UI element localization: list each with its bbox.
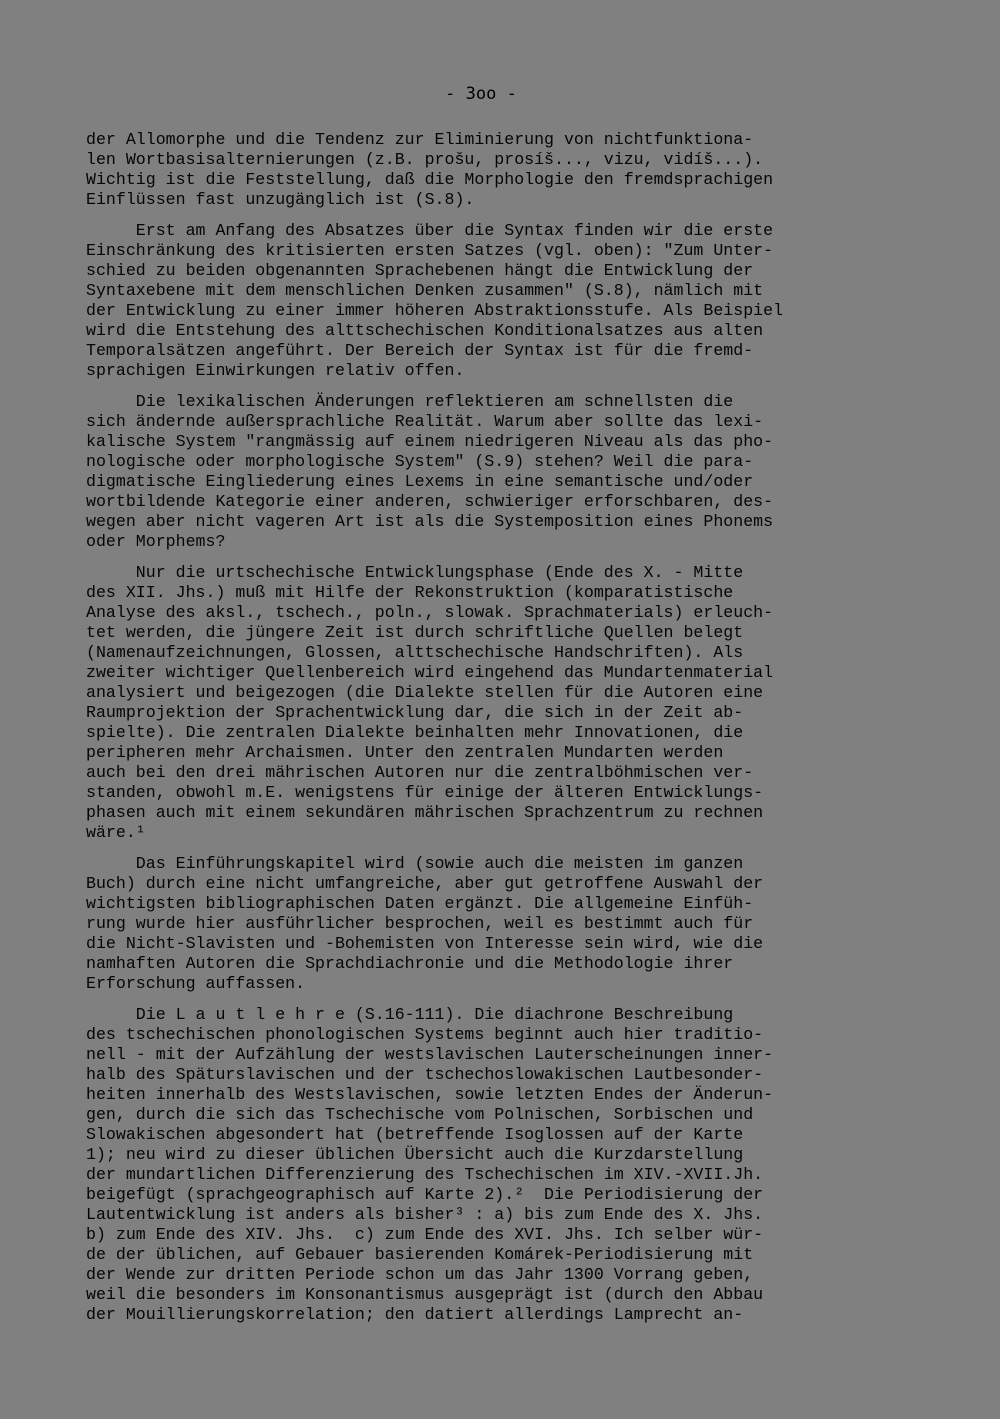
text-line: wortbildende Kategorie einer anderen, schwieriger erforschbaren, des- bbox=[86, 492, 774, 511]
paragraph bbox=[86, 854, 918, 994]
text-line: gen, durch die sich das Tschechische vom Polnischen, Sorbischen und bbox=[86, 1105, 754, 1124]
paragraph bbox=[86, 1005, 918, 1325]
text-line: Einschränkung des kritisierten ersten Satzes (vgl. oben): "Zum Unter- bbox=[86, 241, 774, 260]
text-line: Syntaxebene mit dem menschlichen Denken zusammen" (S.8), nämlich mit bbox=[86, 281, 764, 300]
text-line: digmatische Eingliederung eines Lexems in eine semantische und/oder bbox=[86, 472, 754, 491]
text-line: nologische oder morphologische System" (S.9) stehen? Weil die para- bbox=[86, 452, 754, 471]
text-line: der Mouillierungskorrelation; den datiert allerdings Lamprecht an- bbox=[86, 1305, 744, 1324]
text-line: (Namenaufzeichnungen, Glossen, alttschechische Handschriften). Als bbox=[86, 643, 744, 662]
text-line: Slowakischen abgesondert hat (betreffende Isoglossen auf der Karte bbox=[86, 1125, 744, 1144]
text-line: Erst am Anfang des Absatzes über die Syntax finden wir die erste bbox=[86, 221, 774, 240]
paragraph bbox=[86, 392, 918, 552]
text-line: Die L a u t l e h r e (S.16-111). Die diachrone Beschreibung bbox=[86, 1005, 734, 1024]
paragraph-gap bbox=[86, 843, 918, 854]
text-line: die Nicht-Slavisten und -Bohemisten von Interesse sein wird, wie die bbox=[86, 934, 764, 953]
text-line: nell - mit der Aufzählung der westslavischen Lauterscheinungen inner- bbox=[86, 1045, 774, 1064]
text-line: Nur die urtschechische Entwicklungsphase (Ende des X. - Mitte bbox=[86, 563, 744, 582]
page-number: - 3oo - bbox=[445, 84, 517, 104]
text-line: kalische System "rangmässig auf einem niedrigeren Niveau als das pho- bbox=[86, 432, 774, 451]
text-line: Lautentwicklung ist anders als bisher³ : a) bis zum Ende des X. Jhs. bbox=[86, 1205, 764, 1224]
text-line: heiten innerhalb des Westslavischen, sowie letzten Endes der Änderun- bbox=[86, 1085, 774, 1104]
text-line: analysiert und beigezogen (die Dialekte stellen für die Autoren eine bbox=[86, 683, 764, 702]
text-line: weil die besonders im Konsonantismus ausgeprägt ist (durch den Abbau bbox=[86, 1285, 764, 1304]
text-line: der Allomorphe und die Tendenz zur Eliminierung von nichtfunktiona- bbox=[86, 130, 754, 149]
paragraph-gap bbox=[86, 381, 918, 392]
text-line: des tschechischen phonologischen Systems beginnt auch hier traditio- bbox=[86, 1025, 764, 1044]
text-line: standen, obwohl m.E. wenigstens für einige der älteren Entwicklungs- bbox=[86, 783, 764, 802]
text-line: Analyse des aksl., tschech., poln., slowak. Sprachmaterials) erleuch- bbox=[86, 603, 774, 622]
text-line: sich ändernde außersprachliche Realität. Warum aber sollte das lexi- bbox=[86, 412, 764, 431]
text-line: de der üblichen, auf Gebauer basierenden Komárek-Periodisierung mit bbox=[86, 1245, 754, 1264]
text-line: Temporalsätzen angeführt. Der Bereich der Syntax ist für die fremd- bbox=[86, 341, 754, 360]
text-line: Erforschung auffassen. bbox=[86, 974, 306, 993]
text-line: peripheren mehr Archaismen. Unter den zentralen Mundarten werden bbox=[86, 743, 724, 762]
text-line: Einflüssen fast unzugänglich ist (S.8). bbox=[86, 190, 475, 209]
text-line: b) zum Ende des XIV. Jhs. c) zum Ende des XVI. Jhs. Ich selber wür- bbox=[86, 1225, 764, 1244]
text-line: rung wurde hier ausführlicher besprochen, weil es bestimmt auch für bbox=[86, 914, 754, 933]
text-line: Wichtig ist die Feststellung, daß die Morphologie den fremdsprachigen bbox=[86, 170, 774, 189]
text-line: namhaften Autoren die Sprachdiachronie und die Methodologie ihrer bbox=[86, 954, 734, 973]
paragraph-gap bbox=[86, 210, 918, 221]
body-text bbox=[86, 130, 918, 1325]
text-line: auch bei den drei mährischen Autoren nur die zentralböhmischen ver- bbox=[86, 763, 754, 782]
text-line: spielte). Die zentralen Dialekte beinhalten mehr Innovationen, die bbox=[86, 723, 744, 742]
text-line: der Wende zur dritten Periode schon um das Jahr 1300 Vorrang geben, bbox=[86, 1265, 754, 1284]
text-line: Das Einführungskapitel wird (sowie auch die meisten im ganzen bbox=[86, 854, 744, 873]
text-line: phasen auch mit einem sekundären mährischen Sprachzentrum zu rechnen bbox=[86, 803, 764, 822]
text-line: tet werden, die jüngere Zeit ist durch schriftliche Quellen belegt bbox=[86, 623, 744, 642]
paragraph bbox=[86, 221, 918, 381]
text-line: sprachigen Einwirkungen relativ offen. bbox=[86, 361, 465, 380]
text-line: der mundartlichen Differenzierung des Tschechischen im XIV.-XVII.Jh. bbox=[86, 1165, 764, 1184]
text-line: des XII. Jhs.) muß mit Hilfe der Rekonstruktion (komparatistische bbox=[86, 583, 734, 602]
paragraph bbox=[86, 563, 918, 843]
text-line: Die lexikalischen Änderungen reflektieren am schnellsten die bbox=[86, 392, 734, 411]
text-line: Raumprojektion der Sprachentwicklung dar, die sich in der Zeit ab- bbox=[86, 703, 744, 722]
text-line: 1); neu wird zu dieser üblichen Übersicht auch die Kurzdarstellung bbox=[86, 1145, 744, 1164]
text-line: oder Morphems? bbox=[86, 532, 226, 551]
text-line: halb des Späturslavischen und der tschechoslowakischen Lautbesonder- bbox=[86, 1065, 764, 1084]
paragraph-gap bbox=[86, 994, 918, 1005]
text-line: Buch) durch eine nicht umfangreiche, aber gut getroffene Auswahl der bbox=[86, 874, 764, 893]
text-line: zweiter wichtiger Quellenbereich wird eingehend das Mundartenmaterial bbox=[86, 663, 774, 682]
text-line: wäre.¹ bbox=[86, 823, 146, 842]
text-line: wird die Entstehung des alttschechischen Konditionalsatzes aus alten bbox=[86, 321, 764, 340]
text-line: schied zu beiden obgenannten Sprachebenen hängt die Entwicklung der bbox=[86, 261, 754, 280]
text-line: len Wortbasisalternierungen (z.B. prošu, prosíš..., vizu, vidíš...). bbox=[86, 150, 764, 169]
text-line: wegen aber nicht vageren Art ist als die Systemposition eines Phonems bbox=[86, 512, 774, 531]
paragraph-gap bbox=[86, 552, 918, 563]
text-line: der Entwicklung zu einer immer höheren Abstraktionsstufe. Als Beispiel bbox=[86, 301, 784, 320]
text-line: beigefügt (sprachgeographisch auf Karte 2).² Die Periodisierung der bbox=[86, 1185, 764, 1204]
paragraph bbox=[86, 130, 918, 210]
text-line: wichtigsten bibliographischen Daten ergänzt. Die allgemeine Einfüh- bbox=[86, 894, 754, 913]
